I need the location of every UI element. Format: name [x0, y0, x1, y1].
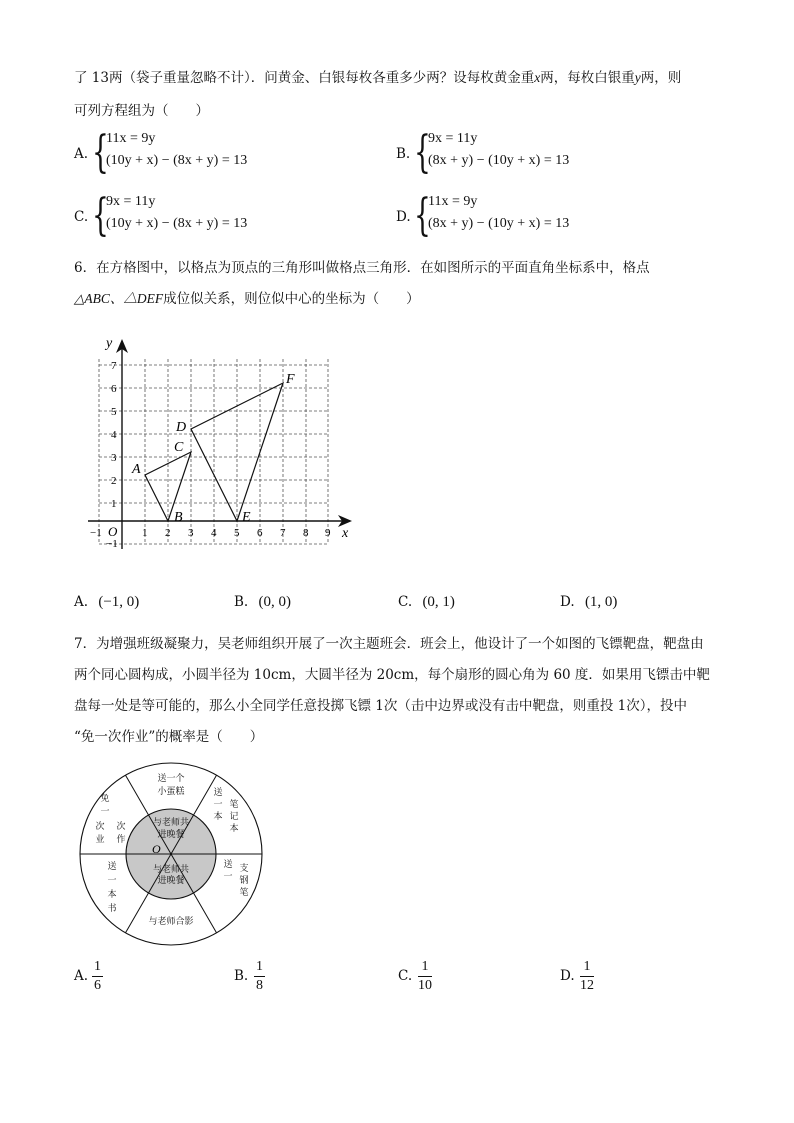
q5-text-b: 两，每枚白银重: [540, 70, 635, 86]
origin-label: O: [108, 524, 118, 539]
brace: {: [92, 127, 109, 178]
x-tick: −1: [90, 527, 102, 539]
equation-1: 9x = 11y: [106, 194, 156, 209]
numerator: 1: [254, 958, 265, 977]
q5-option-c-label[interactable]: C.: [74, 209, 89, 225]
q6-line-2: [74, 287, 420, 307]
svg-text:本: 本: [229, 823, 239, 833]
q6-option-a[interactable]: [74, 594, 139, 611]
equation-2: (8x + y) − (10y + x) = 13: [428, 216, 570, 231]
svg-text:一: 一: [213, 799, 223, 809]
svg-text:笔: 笔: [239, 887, 249, 897]
coordinate-graph: [80, 335, 370, 565]
q5-text-c: 两，则: [640, 70, 682, 86]
equation-2: (10y + x) − (8x + y) = 13: [106, 153, 248, 168]
q7-option-b-label[interactable]: B.: [234, 968, 249, 984]
svg-text:一: 一: [100, 806, 110, 816]
q7-line-4: “免一次作业”的概率是（ ）: [74, 729, 264, 745]
point-labels: [131, 372, 295, 525]
svg-text:钢: 钢: [239, 875, 249, 885]
y-tick: 2: [111, 475, 117, 487]
svg-text:送: 送: [223, 859, 233, 869]
brace: {: [92, 190, 109, 241]
svg-text:一: 一: [107, 875, 117, 885]
x-tick: 3: [188, 527, 194, 539]
point-a-label: A: [132, 462, 141, 477]
q6-line-1: 6．在方格图中，以格点为顶点的三角形叫做格点三角形．在如图所示的平面直角坐标系中，格点: [74, 260, 650, 276]
option-value: (0, 1): [422, 594, 455, 610]
svg-text:送: 送: [107, 861, 117, 871]
inner-bottom-line2: 进晚餐: [157, 875, 185, 885]
option-value: (0, 0): [258, 594, 292, 610]
q7-option-b-fraction: [254, 958, 265, 995]
numerator: 1: [92, 958, 103, 977]
q5-text-a: 了 13两（袋子重量忽略不计）．问黄金、白银每枚各重多少两？设每枚黄金重: [74, 70, 535, 86]
equation-1: 11x = 9y: [428, 194, 478, 209]
denominator: 8: [256, 978, 263, 993]
q6-option-d[interactable]: [560, 594, 617, 611]
q7-option-c-fraction: [418, 958, 432, 995]
option-label: C.: [398, 594, 413, 610]
y-tick: 6: [111, 383, 117, 395]
denominator: 10: [418, 978, 432, 993]
svg-text:送: 送: [213, 787, 223, 797]
svg-text:支: 支: [239, 863, 249, 873]
equation-2: (10y + x) − (8x + y) = 13: [106, 216, 248, 231]
svg-text:次: 次: [116, 821, 126, 831]
inner-top-line1: 与老师共: [152, 817, 190, 827]
svg-text:笔: 笔: [229, 799, 239, 809]
denominator: 6: [94, 978, 101, 993]
brace: {: [414, 127, 431, 178]
equation-1: 9x = 11y: [428, 131, 478, 146]
sector-photo: 与老师合影: [148, 916, 194, 926]
q7-line-2: 两个同心圆构成，小圆半径为 10cm，大圆半径为 20cm，每个扇形的圆心角为 60 度．如果用飞镖击中靶: [74, 667, 710, 683]
numerator: 1: [418, 958, 432, 977]
q7-option-d-label[interactable]: D.: [560, 968, 575, 984]
option-value: (−1, 0): [98, 594, 140, 610]
y-tick: 5: [111, 406, 117, 418]
option-label: B.: [234, 594, 249, 610]
x-tick: 8: [303, 527, 309, 539]
point-e-label: E: [242, 510, 251, 525]
equation-1: 11x = 9y: [106, 131, 156, 146]
q6-triangles: △ABC、△DEF: [74, 291, 164, 306]
q6-text: 成位似关系，则位似中心的坐标为（ ）: [163, 291, 420, 307]
svg-text:书: 书: [107, 903, 117, 913]
svg-text:本: 本: [107, 889, 117, 899]
q5-option-d-label[interactable]: D.: [396, 209, 411, 225]
q7-option-a-fraction: [92, 958, 103, 995]
inner-bottom-line1: 与老师共: [152, 864, 190, 874]
svg-text:本: 本: [213, 811, 223, 821]
option-label: A.: [74, 594, 89, 610]
x-tick: 2: [165, 527, 171, 539]
y-tick: −1: [106, 538, 118, 550]
q7-line-3: 盘每一处是等可能的，那么小全同学任意投掷飞镖 1次（击中边界或没有击中靶盘，则重投 1次），投中: [74, 698, 688, 714]
svg-text:免: 免: [100, 793, 110, 803]
q6-option-c[interactable]: [398, 594, 455, 611]
point-c-label: C: [174, 440, 184, 455]
svg-text:作: 作: [116, 834, 126, 844]
y-tick: 1: [111, 498, 117, 510]
x-tick: 5: [234, 527, 240, 539]
sector-cake-line2: 小蛋糕: [157, 786, 185, 796]
x-axis-label: x: [342, 526, 349, 541]
x-tick: 4: [211, 527, 217, 539]
x-tick: 7: [280, 527, 286, 539]
x-tick: 1: [142, 527, 148, 539]
svg-text:一: 一: [223, 871, 233, 881]
option-value: (1, 0): [584, 594, 618, 610]
q5-line-1: [74, 66, 681, 86]
q6-option-b[interactable]: [234, 594, 291, 611]
option-label: D.: [560, 594, 575, 610]
denominator: 12: [580, 978, 594, 993]
sector-cake-line1: 送一个: [157, 773, 185, 783]
q7-option-c-label[interactable]: C.: [398, 968, 413, 984]
q7-option-d-fraction: [580, 958, 594, 995]
point-b-label: B: [174, 510, 183, 525]
y-axis-label: y: [106, 336, 113, 351]
numerator: 1: [580, 958, 594, 977]
x-tick-labels: [90, 527, 331, 539]
axes: [88, 343, 348, 549]
var-x: x: [534, 70, 541, 85]
q5-option-a-label[interactable]: A.: [74, 146, 89, 162]
svg-text:记: 记: [229, 811, 239, 821]
equation-2: (8x + y) − (10y + x) = 13: [428, 153, 570, 168]
x-tick: 6: [257, 527, 263, 539]
y-tick: 4: [111, 429, 117, 441]
point-d-label: D: [176, 420, 187, 435]
y-tick: 7: [111, 360, 117, 372]
q7-line-1: 7．为增强班级凝聚力，吴老师组织开展了一次主题班会．班会上，他设计了一个如图的飞镖靶盘，靶盘由: [74, 636, 704, 652]
brace: {: [414, 190, 431, 241]
dartboard: [78, 761, 264, 947]
x-tick: 9: [325, 527, 331, 539]
svg-text:次: 次: [95, 821, 105, 831]
q5-option-b-label[interactable]: B.: [396, 146, 411, 162]
y-tick: 3: [111, 452, 117, 464]
q5-line-2: 可列方程组为（ ）: [74, 103, 209, 119]
var-y: y: [634, 70, 641, 85]
center-label: O: [152, 842, 161, 856]
point-f-label: F: [286, 372, 295, 387]
q7-option-a-label[interactable]: A.: [74, 968, 89, 984]
svg-text:业: 业: [95, 834, 105, 844]
inner-top-line2: 进晚餐: [157, 829, 185, 839]
